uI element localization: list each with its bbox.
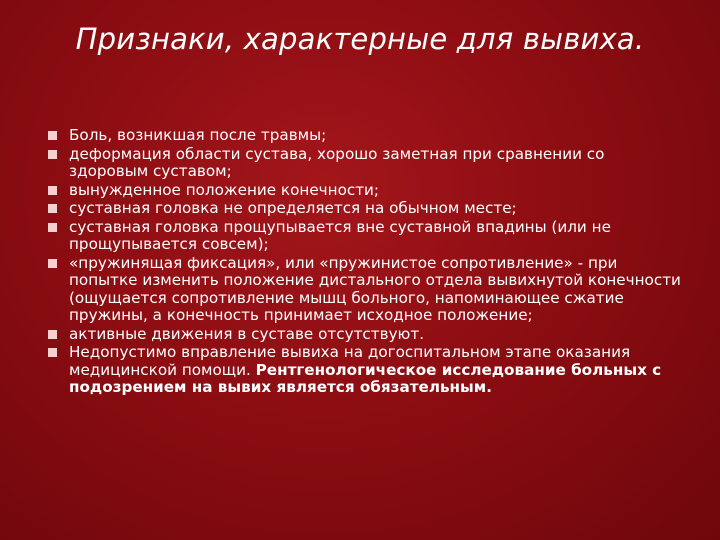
list-item-text: Боль, возникшая после травмы; — [69, 126, 327, 144]
square-bullet-icon — [48, 259, 57, 268]
symptom-list — [48, 127, 688, 398]
list-item-text: деформация области сустава, хорошо заметная при сравнении со здоровым суставом; — [69, 144, 605, 180]
list-item-bold-text: Рентгенологическое исследование больных с подозрением на вывих является обязательным. — [69, 360, 662, 396]
square-bullet-icon — [48, 348, 57, 357]
square-bullet-icon — [48, 186, 57, 195]
list-item-text: активные движения в суставе отсутствуют. — [69, 324, 425, 343]
square-bullet-icon — [48, 150, 57, 159]
list-item-text: вынужденное положение конечности; — [69, 180, 380, 199]
list-item-text: суставная головка прощупывается вне суставной впадины (или не прощупывается совсем); — [69, 217, 611, 253]
list-item-plain-text: Недопустимо вправление вывиха на догоспитальном этапе оказания медицинской помощи. — [69, 343, 631, 379]
list-item — [48, 182, 688, 200]
list-item — [48, 255, 688, 325]
list-item — [48, 146, 688, 181]
square-bullet-icon — [48, 204, 57, 213]
square-bullet-icon — [48, 223, 57, 232]
list-item-text — [69, 344, 688, 397]
list-item-text: суставная головка не определяется на обычном месте; — [69, 199, 517, 217]
list-item-text: «пружинящая фиксация», или «пружинистое сопротивление» - при попытке изменить положение дистального отдела вывихнутой конечности (ощущается сопротивление мышц больного, напоминающее сжатие пружины, а конечность принимает исходное положение; — [69, 253, 681, 324]
list-item — [48, 326, 688, 344]
list-item — [48, 219, 688, 254]
square-bullet-icon — [48, 131, 57, 140]
list-item — [48, 344, 688, 397]
slide-title: Признаки, характерные для вывиха. — [75, 22, 645, 56]
list-item — [48, 200, 688, 218]
square-bullet-icon — [48, 330, 57, 339]
list-item — [48, 127, 688, 145]
